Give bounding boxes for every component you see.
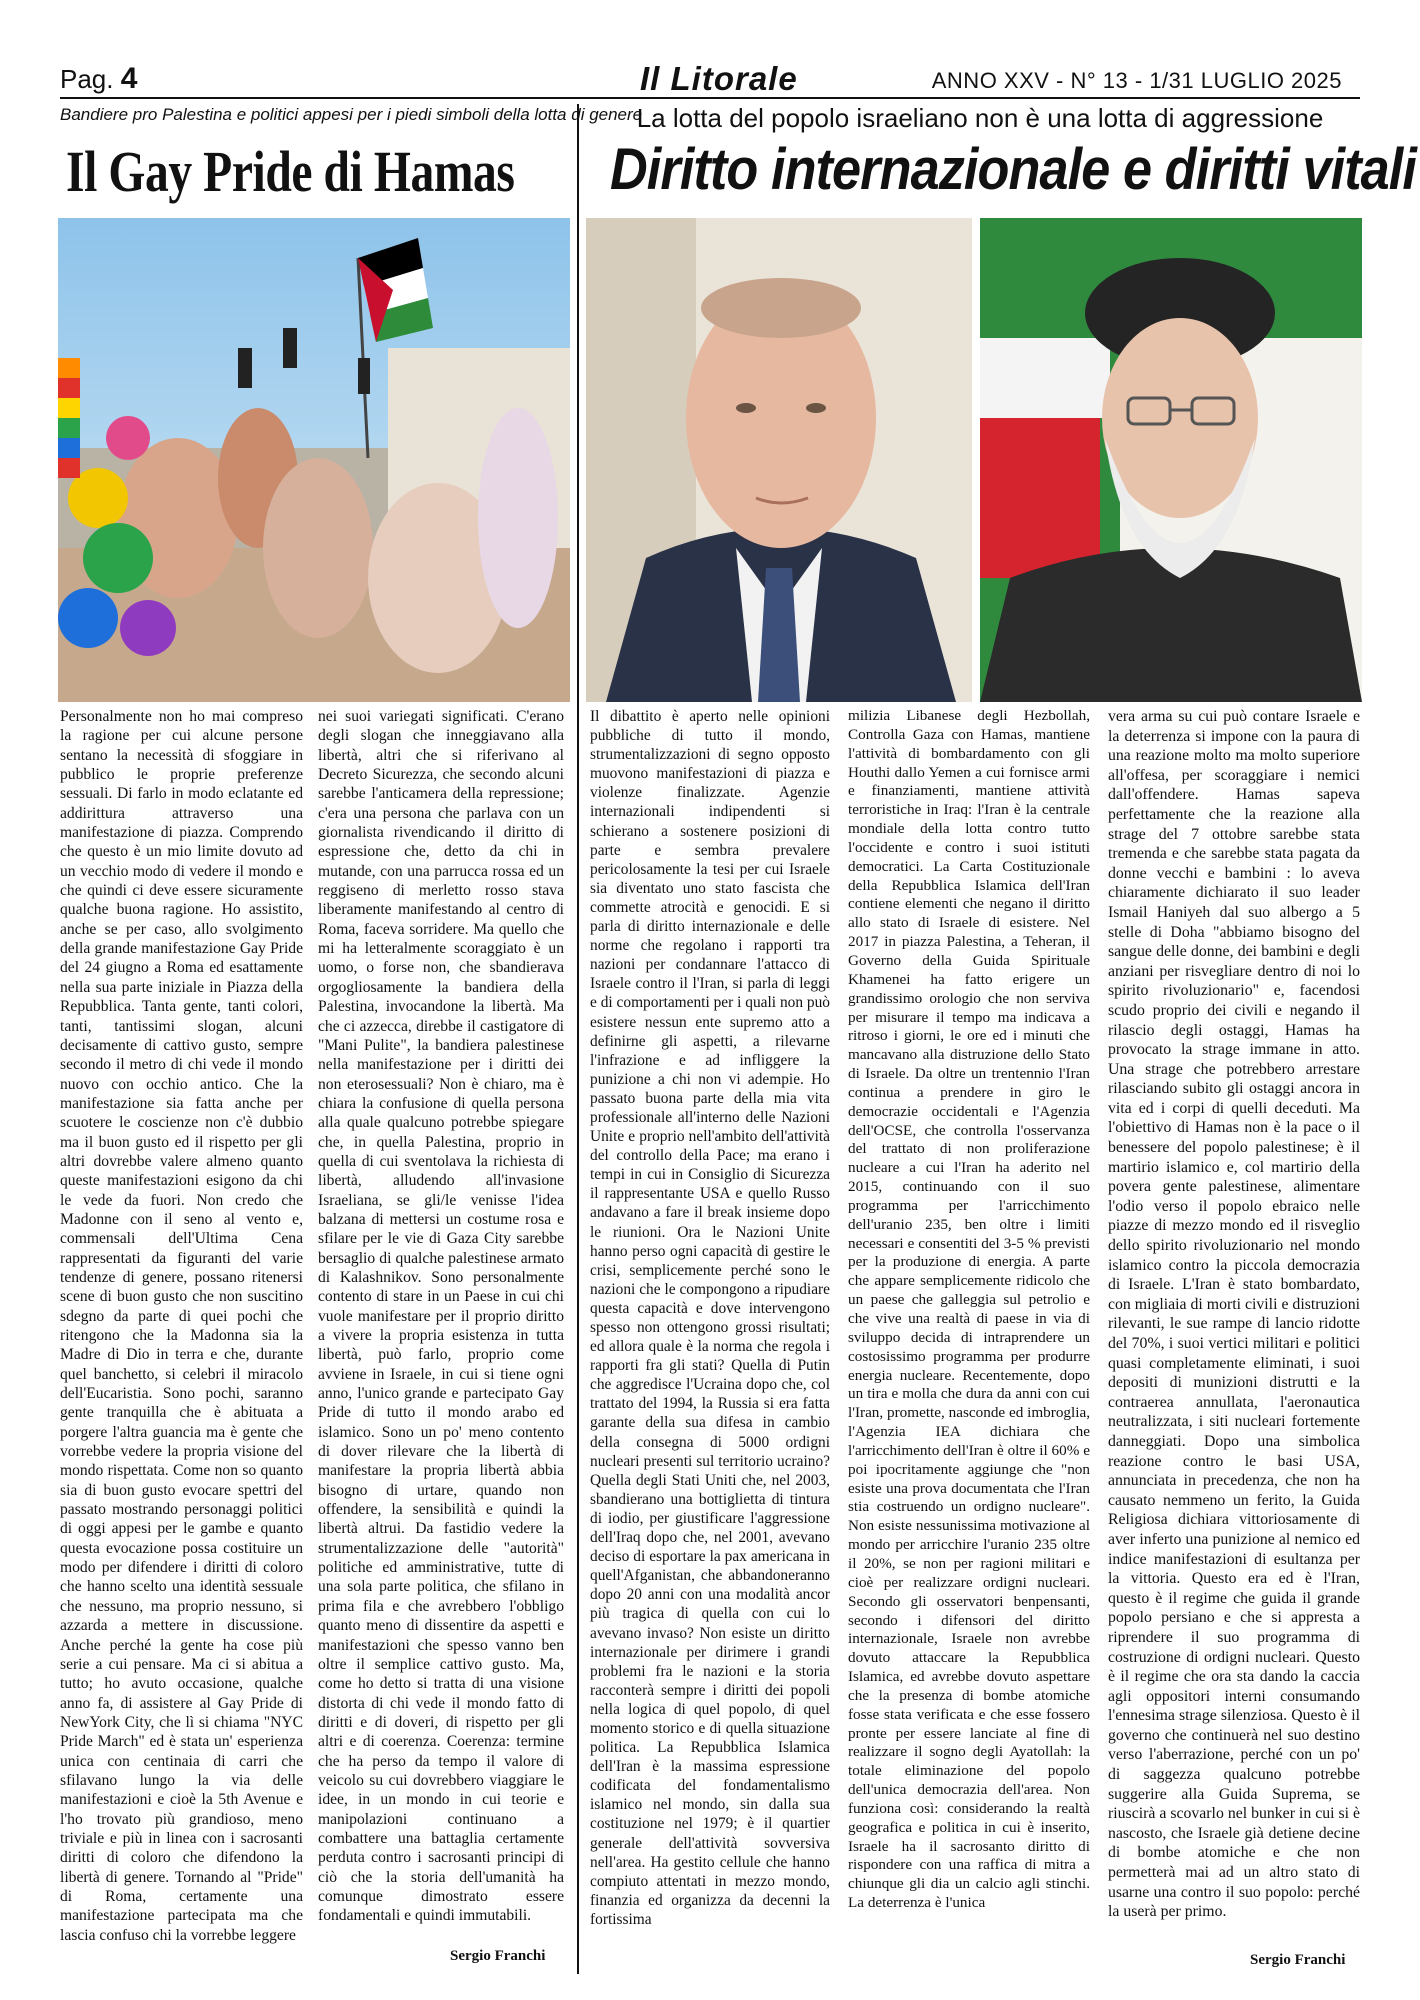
left-article-column-2	[318, 707, 564, 1926]
right-article-column-2	[848, 707, 1090, 1913]
right-article-text-1: Il dibattito è aperto nelle opinioni pubbliche di tutto il mondo, strumentalizzazioni di segno opposto muovono manifestazioni di piazza e violenze finalizzate. Agenzie internazionali indipendenti si schierano a sostenere posizioni di parte e sembra prevalere pericolosamente la tesi per cui Israele sia diventato uno stato fascista che commette atrocità e genocidi. E si parla di diritto internazionale e delle norme che regolano i rapporti tra nazioni per condannare l'attacco di Israele contro il l'Iran, si parla di leggi e di comportamenti per i quali non può esistere nessun ente supremo atto a definirne gli aspetti, a rilevarne l'infrazione e ad infliggere la punizione a chi non vi adempie. Ho passato buona parte della mia vita professionale all'interno delle Nazioni Unite e proprio nell'ambito dell'attività del controllo della Pace; ma erano i tempi in cui in Consiglio di Sicurezza il rappresentante USA e quello Russo andavano a fare il break insieme dopo le riunioni. Ora le Nazioni Unite hanno perso ogni capacità di gestire le crisi, semplicemente perché sono le nazioni che le compongono a ripudiare questa capacità e dove intervengono spesso non ottengono grossi risultati; ed allora quale è la norma che regola i rapporti fra gli stati? Quella di Putin che aggredisce l'Ucraina dopo che, col trattato del 1994, la Russia si era fatta garante della sua difesa in cambio della consegna di 5000 ordigni nucleari presenti sul territorio ucraino? Quella degli Stati Uniti che, nel 2003, sbandierano una bottiglietta di tintura di iodio, per giustificare l'aggressione dell'Iraq dopo che, nel 2001, avevano deciso di esportare la pax americana in quell'Afganistan, che abbandoneranno dopo 20 anni con una modalità ancor più tragica di quella con cui lo avevano invaso? Non esiste un diritto internazionale per dirimere i grandi problemi fra le nazioni e la storia racconterà sempre i diritti dei popoli nella logica di quel popolo, di quel momento storico e di quella situazione politica. La Repubblica Islamica dell'Iran è la massima espressione codificata del fondamentalismo islamico nel mondo, sin dalla sua costituzione nel 1979; è il quartier generale dell'attività sovversiva nell'area. Ha gestito cellule che hanno compiuto attentati in mezzo mondo, finanzia ed organizza da decenni la fortissima	[590, 708, 830, 1928]
left-article-text-2: nei suoi variegati significati. C'erano degli slogan che inneggiavano alla libertà, altri che si riferivano al Decreto Sicurezza, che secondo alcuni sarebbe l'anticamera della repressione; c'era una persona che parlava con un giornalista rivendicando il diritto di espressione che, detto da chi in mutande, con una parrucca rossa ed un reggiseno di merletto rosso stava liberamente manifestando al centro di Roma, faceva sorridere. Ma quello che mi ha letteralmente scoraggiato è un uomo, o forse non, che sbandierava orgogliosamente la bandiera della Palestina, invocandone la libertà. Ma che ci azzecca, direbbe il castigatore di "Mani Pulite", la bandiera palestinese nella manifestazione per i diritti dei non eterosessuali? Non è chiaro, ma è chiara la confusione di quella persona alla quale qualcuno potrebbe spiegare che, in quella Palestina, proprio in quella di cui sventolava la richiesta di libertà, alludendo all'invasione Israeliana, se gli/le venisse l'idea balzana di mettersi un costume rosa e sfilare per le vie di Gaza City sarebbe bersaglio di qualche palestinese armato di Kalashnikov. Sono personalmente contento di stare in un Paese in cui chi vuole manifestare per il proprio diritto a vivere la propria esistenza in tutta libertà, può farlo, proprio come avviene in Israele, in cui si tiene ogni anno, l'unico grande e partecipato Gay Pride di tutto il mondo arabo ed islamico. Sono un po' meno contento di dover rilevare che la libertà di manifestare la propria libertà abbia bisogno di urtare, quando non offendere, la sensibilità e quindi la libertà altrui. Da fastidio vedere la strumentalizzazione delle "autorità" politiche ed amministrative, tutte di una sola parte politica, che sfilano in prima fila e che avrebbero l'obbligo quanto meno di dissentire da aspetti e manifestazioni che spesso vanno ben oltre il semplice cattivo gusto. Ma, come ho detto si tratta di una visione distorta di chi vede il mondo fatto di diritti e di doveri, di rispetto per gli altri e di coerenza. Coerenza: termine che ha perso da tempo il valore di veicolo su cui dovrebbero viaggiare le idee, in un mondo in cui teorie e manipolazioni continuano a combattere una battaglia certamente perduta contro i sacrosanti principi di ciò che la storia dell'umanità ha comunque dimostrato essere fondamentali e quindi immutabili.	[318, 708, 564, 1925]
left-kicker: Bandiere pro Palestina e politici appesi per i piedi simboli della lotta di genere	[60, 105, 643, 124]
right-title: Diritto internazionale e diritti vitali	[610, 137, 1417, 202]
right-kicker: La lotta del popolo israeliano non è una lotta di aggressione	[636, 103, 1324, 133]
right-article-text-3: vera arma su cui può contare Israele e la deterrenza si impone con la paura di una reazione molto ma molto superiore all'offesa, per scoraggiare i nemici dall'offendere. Hamas sapeva perfettamente che la reazione alla strage del 7 ottobre sarebbe stata tremenda e che sarebbe stata pagata da donne vecchi e bambini : lo aveva chiaramente dichiarato il suo leader Ismail Haniyeh dal suo albergo a 5 stelle di Doha "abbiamo bisogno del sangue delle donne, dei bambini e degli anziani per risvegliare dentro di noi lo spirito rivoluzionario" e, facendosi scudo proprio dei civili e negando il rilascio degli ostaggi, Hamas ha provocato la strage immane in atto. Una strage che potrebbero arrestare rilasciando subito gli ostaggi ancora in vita ed i corpi di quelli deceduti. Ma l'obiettivo di Hamas non è la pace o il benessere del popolo palestinese; è il martirio islamico e, col martirio della povera gente palestinese, alimentare l'odio verso il popolo ebraico nelle piazze di mezzo mondo ed il risveglio dello spirito rivoluzionario nel mondo islamico contro la piccola democrazia di Israele. L'Iran è stato bombardato, con migliaia di morti civili e distruzioni rilevanti, le sue rampe di lancio ridotte del 70%, i suoi vertici militari e politici quasi completamente eliminati, i suoi depositi di munizioni distrutti e la contraerea annullata, l'aeronautica neutralizzata, i siti nucleari fortemente danneggiati. Dopo una simbolica reazione contro le basi USA, annunciata in precedenza, che non ha causato nemmeno un ferito, la Guida Religiosa dichiara vittoriosamente di aver inferto una punizione al nemico ed indice manifestazioni di esultanza per la vittoria. Questo era ed è l'Iran, questo è il regime che guida il grande popolo persiano e che si appresta a riprendere il suo programma di costruzione di ordigni nucleari. Questo è il regime che ora sta dando la caccia agli oppositori interni consumando l'ennesima strage silenziosa. Questo è il governo che continuerà nel suo destino verso l'aberrazione, perché con un po' di saggezza qualcuno potrebbe suggerire alla Guida Suprema, se riuscirà a scovarlo nel bunker in cui si è nascosto, che Israele già detiene decine di bombe atomiche e che non permetterà mai ad un altro stato di usarne una contro il suo popolo: perché la userà per primo.	[1108, 708, 1360, 1921]
pride-parade-photo	[58, 218, 570, 702]
right-signature: Sergio Franchi	[1250, 1952, 1346, 1968]
page-number: 4	[120, 62, 138, 95]
right-article-column-1	[590, 707, 830, 1929]
left-article-column-1	[60, 707, 303, 1945]
header-rule	[60, 97, 1360, 99]
putin-portrait-photo	[586, 218, 972, 702]
left-title: Il Gay Pride di Hamas	[66, 139, 515, 204]
left-signature: Sergio Franchi	[450, 1948, 546, 1964]
column-separator	[577, 104, 579, 1974]
right-article-text-2: milizia Libanese degli Hezbollah, Controlla Gaza con Hamas, mantiene l'attività di bombardamento con gli Houthi dallo Yemen a cui fornisce armi e finanziamenti, mantiene attività terroristiche in Iraq: l'Iran è la centrale mondiale della lotta contro tutto l'occidente e contro i suoi istituti democratici. La Carta Costituzionale della Repubblica Islamica dell'Iran contiene elementi che negano il diritto allo stato di Israele di esistere. Nel 2017 in piazza Palestina, a Teheran, il Governo della Guida Spirituale Khamenei ha fatto erigere un grandissimo orologio che non serviva per misurare il tempo ma indicava a ritroso i giorni, le ore ed i minuti che mancavano alla distruzione dello Stato di Israele. Da oltre un trentennio l'Iran continua a prendere in giro le democrazie occidentali e l'Agenzia dell'OCSE, che controlla l'osservanza del trattato di non proliferazione nucleare a cui l'Iran ha aderito nel 2015, continuando con il suo programma per l'arricchimento dell'uranio 235, ben oltre i limiti necessari e consentiti del 3-5 % previsti per la produzione di energia. A parte che appare semplicemente ridicolo che un paese che galleggia sul petrolio e che vive una realtà di paese in via di sviluppo decida di intraprendere un costosissimo programma per produrre energia nucleare. Recentemente, dopo un tira e molla che dura da anni con cui l'Iran, promette, nasconde ed imbroglia, l'Agenzia IEA dichiara che l'arricchimento dell'Iran è oltre il 60% e poi ipocritamente aggiunge che "non esiste una prova documentata che l'Iran stia costruendo un ordigno nucleare". Non esiste nessunissima motivazione al mondo per arricchire l'uranio 235 oltre il 20%, se non per ragioni militari e cioè per realizzare ordigni nucleari. Secondo gli osservatori benpensanti, secondo i difensori del diritto internazionale, Israele non avrebbe dovuto attaccare la Repubblica Islamica, ed avrebbe dovuto aspettare che la presenza di bombe atomiche fosse stata verificata e che esse fossero pronte per essere lanciate al fine di realizzare il sogno degli Ayatollah: la totale eliminazione del popolo dell'unica democrazia dell'area. Non funziona così: considerando la realtà geografica e politica in cui è inserito, Israele ha il sacrosanto diritto di rispondere con una raffica di mitra a chiunque gli dia un calcio agli stinchi. La deterrenza è l'unica	[848, 707, 1090, 1912]
page-label: Pag.	[60, 64, 114, 94]
issue-info: ANNO XXV - N° 13 - 1/31 LUGLIO 2025	[931, 68, 1342, 93]
khamenei-portrait-photo	[980, 218, 1362, 702]
masthead: Il Litorale	[640, 60, 798, 97]
right-article-column-3	[1108, 707, 1360, 1922]
page-number-label	[60, 62, 137, 96]
left-article-text-1: Personalmente non ho mai compreso la ragione per cui alcune persone sentano la necessità di sfoggiare in pubblico le proprie preferenze sessuali. Di farlo in modo eclatante ed addirittura attraverso una manifestazione di piazza. Comprendo che questo è un mio limite dovuto ad un vecchio modo di vedere il mondo e che quindi ci deve essere sicuramente qualche buona ragione. Ho assistito, anche se per caso, allo svolgimento della grande manifestazione Gay Pride del 24 giugno a Roma ed esattamente nella sua parte iniziale in Piazza della Repubblica. Tanta gente, tanti colori, tanti, tantissimi slogan, alcuni decisamente di cattivo gusto, sempre secondo il metro di chi vede il mondo nuovo con occhio antico. Che la manifestazione sia fatta anche per scuotere le coscienze non c'è dubbio ma il buon gusto ed il rispetto per gli altri dovrebbe valere almeno quanto queste manifestazioni esigono da chi le vede da fuori. Non credo che Madonne con il seno al vento e, commensali dell'Ultima Cena rappresentati da figuranti del varie tendenze di genere, possano ritenersi scene di buon gusto che non suscitino sdegno da parte di quei pochi che ritengono che la Madonna sia la Madre di Dio in terra e che, durante quel banchetto, si celebri il miracolo dell'Eucaristia. Sono pochi, saranno gente tranquilla che è abituata a porgere l'altra guancia ma è gente che vorrebbe vedere la propria visione del mondo rispettata. Come non so quanto sia di buon gusto evocare spettri del passato mostrando personaggi politici di oggi appesi per le gambe e quanto questa evocazione possa costituire un modo per difendere i diritti di coloro che hanno scelto una identità sessuale che nessuno, ma proprio nessuno, si azzarda a mettere in discussione. Anche perché la gente ha cose più serie a cui pensare. Ma ci si abitua a tutto; ho avuto occasione, qualche anno fa, di assistere al Gay Pride di NewYork City, che lì si chiama "NYC Pride March" ed è stata un' esperienza unica con centinaia di carri che sfilavano lungo la via delle manifestazioni e cioè la 5th Avenue e l'ho trovato più grandioso, meno triviale e più in linea con i sacrosanti diritti di coloro che difendono la libertà di genere. Tornando al "Pride" di Roma, certamente una manifestazione partecipata ma che lascia confuso chi la vorrebbe leggere	[60, 708, 303, 1944]
